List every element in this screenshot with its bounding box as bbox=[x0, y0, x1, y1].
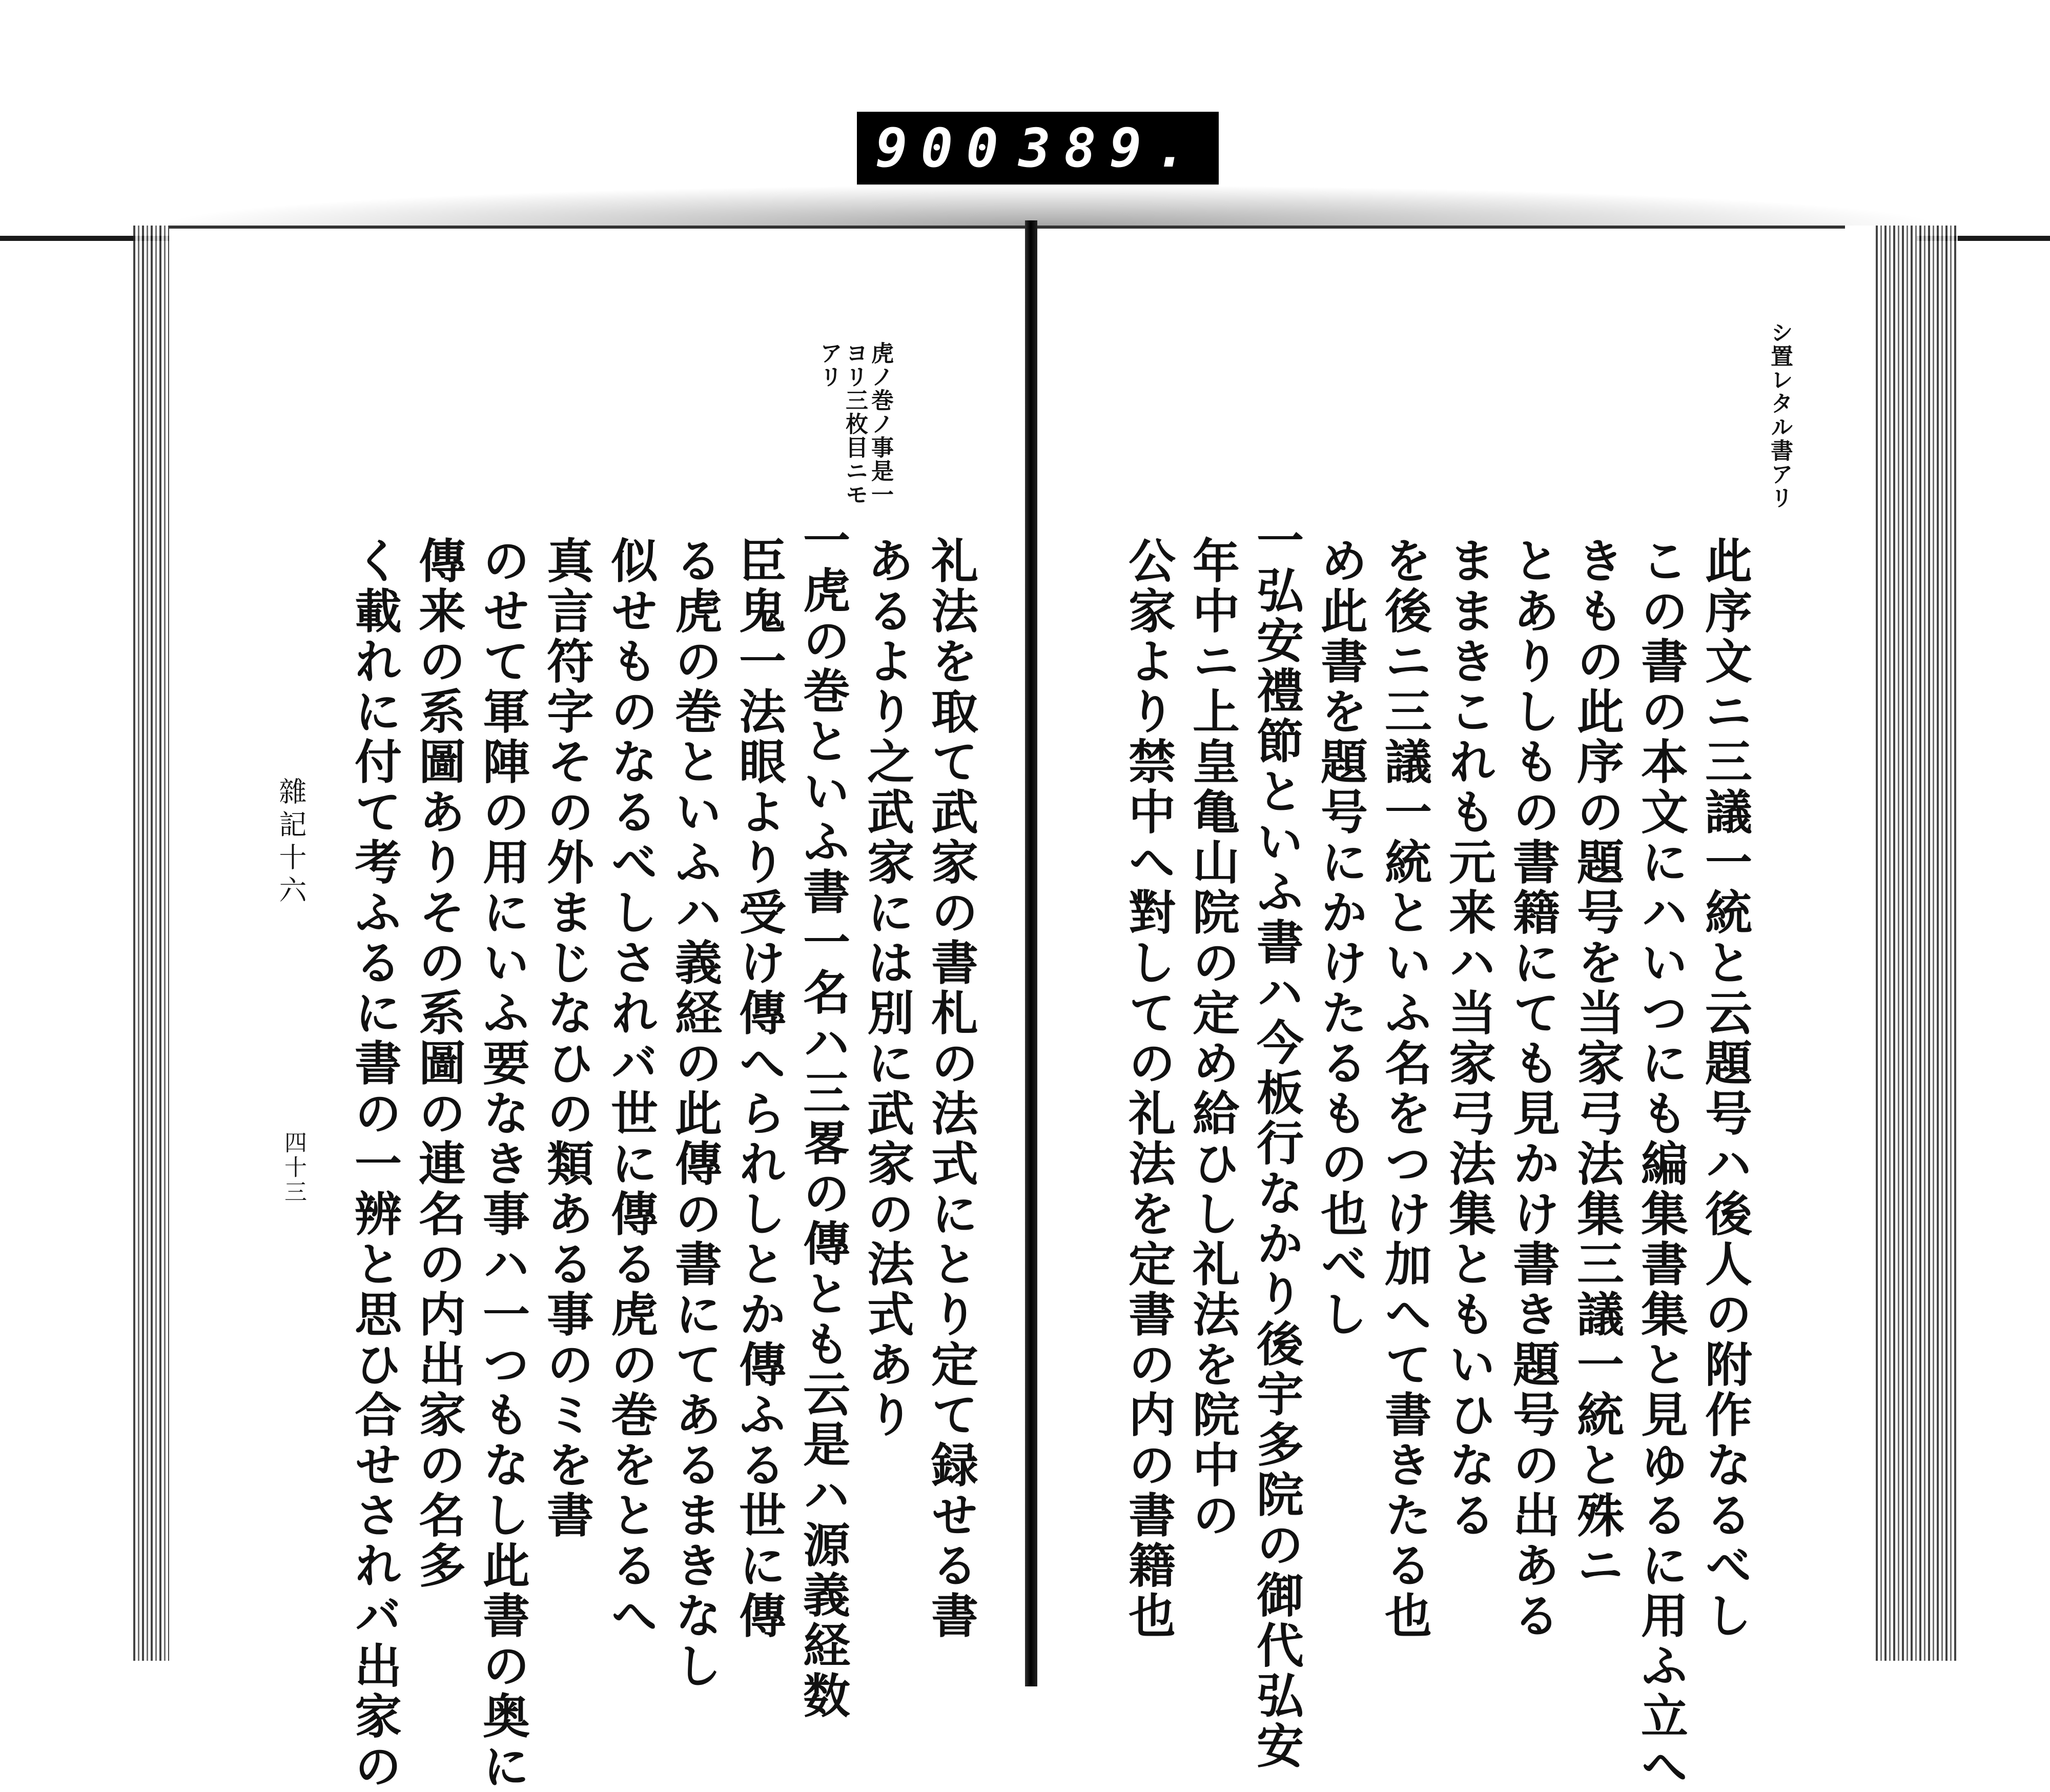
left-text-column-10: く載れに付て考ふるに書の一辨と思ひ合せされバ出家の bbox=[347, 536, 402, 1792]
open-book bbox=[102, 215, 1958, 1792]
left-text-column-1: 礼法を取て武家の書札の法式にとり定て録せる書 bbox=[924, 536, 979, 1641]
right-text-column-3: きもの此序の題号を当家弓法集三議一統と殊ニ bbox=[1569, 536, 1625, 1591]
right-text-column-10: 公家より禁中へ對しての礼法を定書の内の書籍也 bbox=[1121, 536, 1176, 1641]
footer-title: 雜記十六 bbox=[275, 777, 307, 908]
right-text-column-5: ままきこれも元来ハ当家弓法集ともいひなる bbox=[1441, 536, 1496, 1541]
left-page bbox=[169, 226, 1133, 1792]
left-text-column-8: のせて軍陣の用にいふ要なき事ハ一つもなし此書の奥に bbox=[475, 536, 530, 1792]
right-page-edges bbox=[1876, 226, 1958, 1661]
page-number: 四十三 bbox=[280, 1131, 306, 1205]
right-text-column-2: この書の本文にハいつにも編集書集と見ゆるに用ふ立へ bbox=[1633, 536, 1689, 1792]
frame-label bbox=[857, 112, 1219, 185]
left-text-column-6: 似せものなるべしされバ世に傳る虎の巻をとるへ bbox=[603, 536, 659, 1641]
left-side-note-line-2: ヨリ三枚目ニモ bbox=[842, 341, 868, 506]
right-page bbox=[1035, 226, 1845, 1792]
left-text-column-7: 真言符字その外まじなひの類ある事のミを書 bbox=[539, 536, 594, 1541]
left-side-note-line-3: アリ bbox=[816, 341, 842, 389]
left-page-edges bbox=[133, 226, 174, 1661]
top-shadow bbox=[154, 185, 1947, 226]
frame-label-right: 389. bbox=[1018, 117, 1200, 179]
left-text-column-4: 臣鬼一法眼より受け傳へられしとか傳ふる世に傳 bbox=[731, 536, 787, 1641]
book-gutter bbox=[1025, 220, 1037, 1686]
right-text-column-8: 一弘安禮節といふ書ハ今板行なかり後宇多院の御代弘安 bbox=[1249, 516, 1304, 1771]
left-text-column-3: 一虎の巻といふ書一名ハ三畧の傳とも云是ハ源義経数 bbox=[795, 516, 851, 1721]
right-text-column-4: とありしもの書籍にても見かけ書き題号の出ある bbox=[1505, 536, 1561, 1641]
right-text-column-7: め此書を題号にかけたるもの也べし bbox=[1313, 536, 1368, 1340]
frame-label-left: 900 bbox=[875, 117, 1012, 179]
right-side-note: シ置レタル書アリ bbox=[1767, 321, 1793, 510]
right-text-column-6: を後ニ三議一統といふ名をつけ加へて書きたる也 bbox=[1377, 536, 1432, 1641]
left-side-note-line-1: 虎ノ巻ノ事是一 bbox=[867, 341, 893, 506]
right-text-column-9: 年中ニ上皇亀山院の定め給ひし礼法を院中の bbox=[1185, 536, 1240, 1541]
right-text-column-1: 此序文ニ三議一統と云題号ハ後人の附作なるべし bbox=[1697, 536, 1753, 1641]
left-text-column-9: 傳来の系圖ありその系圖の連名の内出家の名多 bbox=[411, 536, 466, 1591]
left-text-column-2: あるより之武家には別に武家の法式あり bbox=[859, 536, 915, 1440]
left-text-column-5: る虎の巻といふハ義経の此傳の書にてあるまきなし bbox=[667, 536, 723, 1692]
